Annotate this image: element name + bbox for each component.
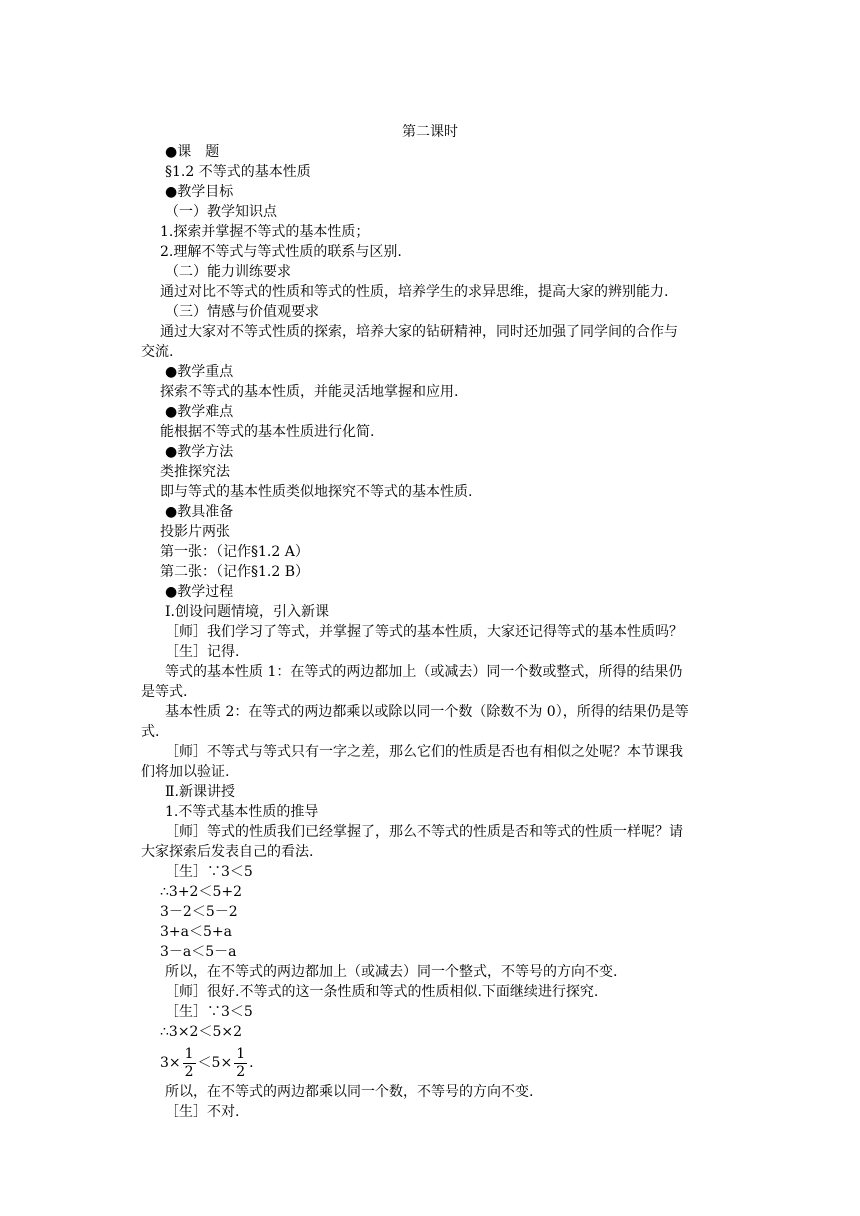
subheading-part-1: Ⅰ.创设问题情境，引入新课 (165, 604, 329, 620)
text-line: 所以，在不等式的两边都乘以同一个数，不等号的方向不变. (165, 1084, 534, 1100)
math-line: ∴3×2＜5×2 (160, 1024, 242, 1040)
text-line: 第二张：（记作§1.2 B） (160, 564, 310, 580)
text-line: 大家探索后发表自己的看法. (141, 844, 314, 860)
text-line: ［生］不对. (165, 1104, 240, 1120)
page-title: 第二课时 (402, 124, 458, 140)
fraction-numerator: 1 (184, 1045, 194, 1062)
text-line: 1.探索并掌握不等式的基本性质； (160, 224, 370, 240)
fraction-line-left: 3× (160, 1055, 181, 1071)
text-line: ［师］很好.不等式的这一条性质和等式的性质相似.下面继续进行探究. (165, 984, 599, 1000)
heading-teaching-aids: ●教具准备 (165, 504, 234, 520)
text-line: 探索不等式的基本性质，并能灵活地掌握和应用. (160, 384, 459, 400)
document-body (141, 142, 741, 1122)
subheading-part-2: Ⅱ.新课讲授 (165, 784, 235, 800)
text-line: 类推探究法 (160, 464, 230, 480)
heading-key-points: ●教学重点 (165, 364, 234, 380)
text-line: 能根据不等式的基本性质进行化简. (160, 424, 375, 440)
text-line: 2.理解不等式与等式性质的联系与区别. (160, 244, 402, 260)
fraction (183, 1046, 196, 1081)
math-line: 3－a＜5－a (160, 944, 237, 960)
fraction-math-line (141, 1044, 741, 1082)
text-line: 即与等式的基本性质类似地探究不等式的基本性质. (160, 484, 473, 500)
subheading-emotion: （三）情感与价值观要求 (165, 304, 319, 320)
fraction-line-end: . (249, 1055, 254, 1071)
heading-topic: ●课 题 (165, 144, 220, 160)
text-line: ［生］∵3＜5 (165, 864, 253, 880)
text-line: 是等式. (141, 684, 188, 700)
text-line: 式. (141, 724, 160, 740)
text-line: 通过大家对不等式性质的探索，培养大家的钻研精神，同时还加强了同学间的合作与 (160, 324, 678, 340)
text-line: ［师］不等式与等式只有一字之差，那么它们的性质是否也有相似之处呢？本节课我 (165, 744, 683, 760)
section-title: §1.2 不等式的基本性质 (165, 164, 311, 180)
heading-process: ●教学过程 (165, 584, 234, 600)
text-line: 1.不等式基本性质的推导 (165, 804, 319, 820)
math-line: 3+a＜5+a (160, 924, 232, 940)
text-line: 第一张：（记作§1.2 A） (160, 544, 309, 560)
subheading-ability: （二）能力训练要求 (165, 264, 291, 280)
heading-objectives: ●教学目标 (165, 184, 234, 200)
fraction-numerator: 1 (236, 1045, 246, 1062)
text-line: 等式的基本性质 1：在等式的两边都加上（或减去）同一个数或整式，所得的结果仍 (165, 664, 683, 680)
subheading-knowledge: （一）教学知识点 (165, 204, 277, 220)
heading-difficulties: ●教学难点 (165, 404, 234, 420)
fraction-denominator: 2 (184, 1063, 194, 1080)
text-line: ［师］我们学习了等式，并掌握了等式的基本性质，大家还记得等式的基本性质吗？ (165, 624, 683, 640)
text-line: 通过对比不等式的性质和等式的性质，培养学生的求异思维，提高大家的辨别能力. (160, 284, 669, 300)
text-line: 交流. (141, 344, 174, 360)
fraction-line-mid: ＜5× (197, 1055, 233, 1071)
text-line: ［生］∵3＜5 (165, 1004, 253, 1020)
text-line: 基本性质 2：在等式的两边都乘以或除以同一个数（除数不为 0），所得的结果仍是等 (165, 704, 689, 720)
fraction (234, 1046, 247, 1081)
fraction-denominator: 2 (236, 1063, 246, 1080)
text-line: ［生］记得. (165, 644, 240, 660)
text-line: 所以，在不等式的两边都加上（或减去）同一个整式，不等号的方向不变. (165, 964, 618, 980)
math-line: 3－2＜5－2 (160, 904, 238, 920)
math-line: ∴3+2＜5+2 (160, 884, 242, 900)
text-line: 们将加以验证. (141, 764, 230, 780)
text-line: 投影片两张 (160, 524, 230, 540)
heading-method: ●教学方法 (165, 444, 234, 460)
text-line: ［师］等式的性质我们已经掌握了，那么不等式的性质是否和等式的性质一样呢？请 (165, 824, 683, 840)
